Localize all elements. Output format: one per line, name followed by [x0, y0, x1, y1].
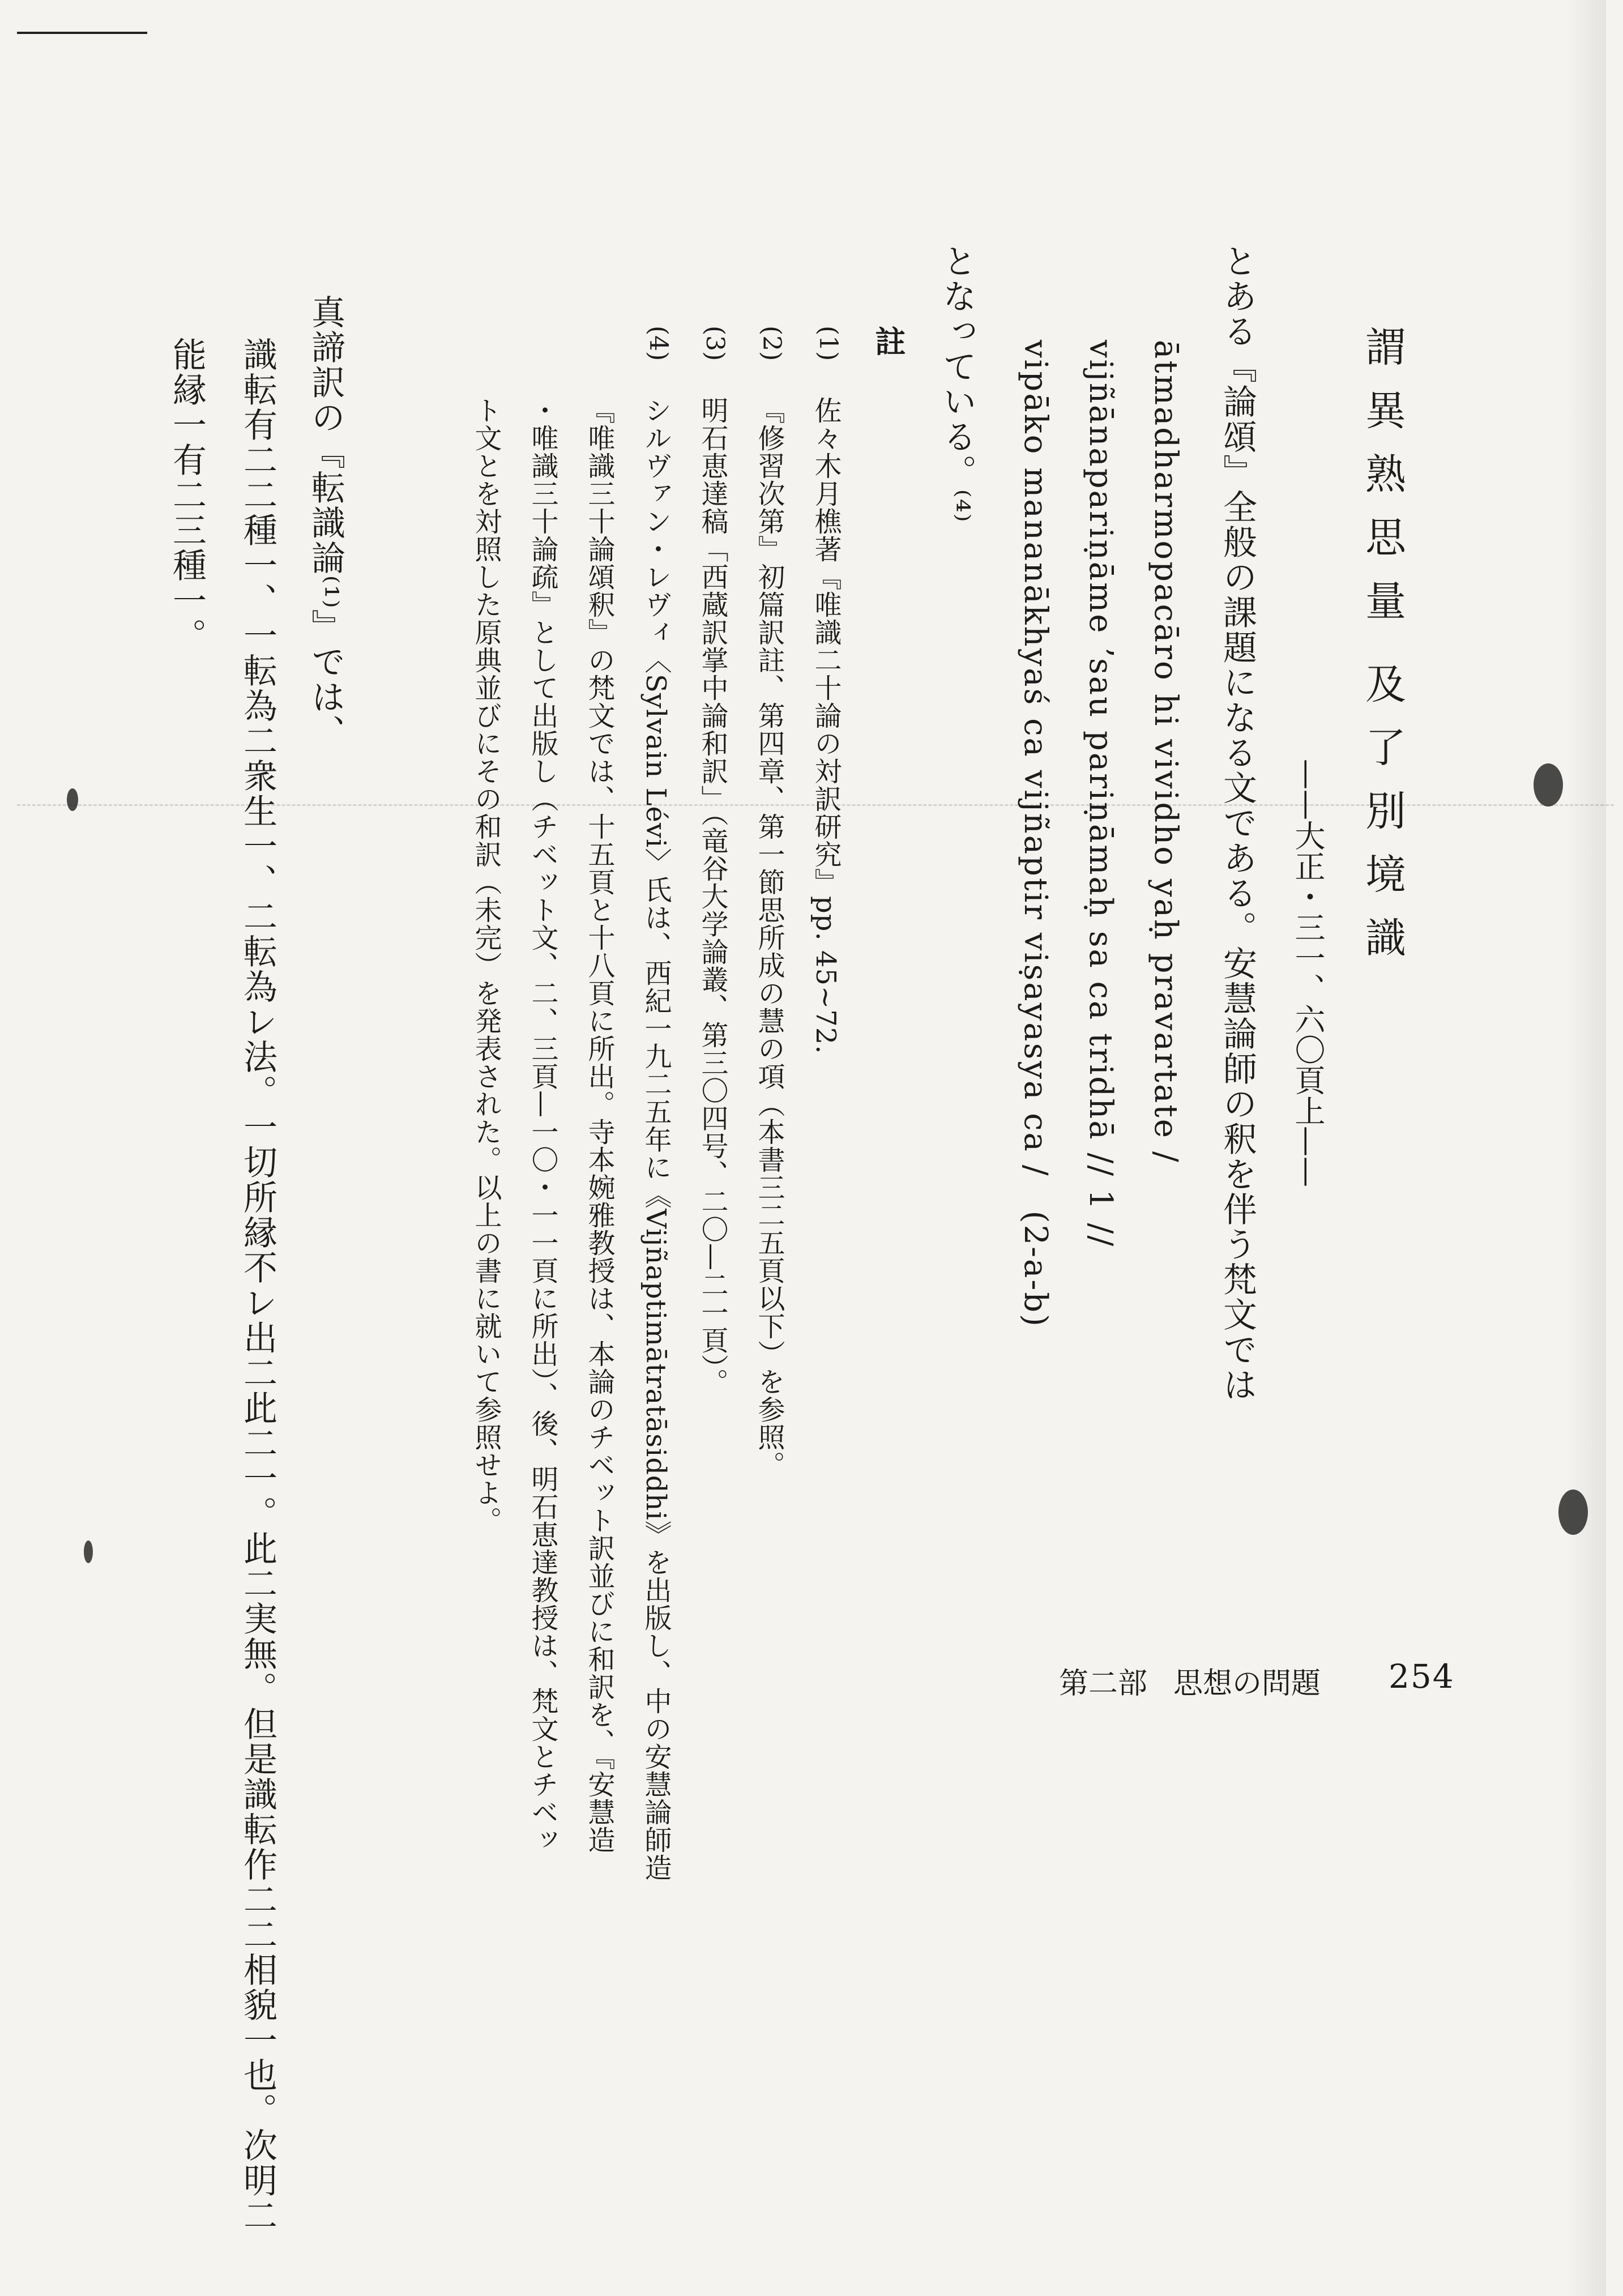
body-intro: とある『論頌』全般の課題になる文である。安慧論師の釈を伴う梵文では	[1218, 244, 1257, 1402]
note-number: (2)	[757, 326, 786, 361]
top-rule	[17, 32, 147, 34]
sanskrit-line-2: vijñānapariṇāme ʼsau pariṇāmaḥ sa ca tridhā // 1 //	[1082, 340, 1119, 1248]
note-text: 『修習次第』初篇訳註、第四章、第一節思所成の慧の項（本書三二五頁以下）を参照。	[753, 396, 785, 1479]
scan-edge-shadow	[1566, 0, 1606, 2296]
binding-hole-mark	[1558, 1490, 1588, 1535]
paramartha-text: 識転有二二種一、一転為二衆生一、二転為レ法。一切所縁不レ出二此二一。此二実無。但是識転作二二相貌一也。次明二	[238, 337, 277, 2233]
binding-hole-mark	[1534, 763, 1563, 806]
paramartha-intro: 真諦訳の『転識論⁽¹⁾』では、	[306, 295, 345, 750]
notes-heading: 註	[870, 326, 907, 356]
sanskrit-line-3: vipāko mananākhyaś ca vijñaptir viṣayasya ca / (2-a-b)	[1017, 340, 1054, 1329]
note-number: (1)	[814, 326, 843, 361]
note-continuation: 『唯識三十論頌釈』の梵文では、十五頁と十八頁に所出。寺本婉雅教授は、本論のチベット訳並びに和訳を、『安慧造	[583, 396, 615, 1854]
note-continuation: ト文とを対照した原典並びにその和訳（未完）を発表された。以上の書に就いて参照せよ。	[470, 396, 502, 1534]
verse-citation: ——大正・三一、六〇頁上——	[1290, 759, 1326, 1187]
verse-line-1: 謂異熟思量	[1359, 326, 1406, 643]
note-continuation: ・唯識三十論疏』として出版し（チベット文、二、三頁—一〇・一一頁に所出）、後、明石恵達教授は、梵文とチベッ	[527, 396, 558, 1854]
ink-speck	[67, 788, 78, 811]
body-closing: となっている。⁽⁴⁾	[937, 244, 977, 523]
note-number: (3)	[701, 326, 729, 361]
page-number: 254	[1389, 1657, 1455, 1696]
note-text: シルヴァン・レヴィ〈Sylvain Lévi〉氏は、西紀一九二五年に《Vijñaptimātratāsiddhi》を出版し、中の安慧論師造	[640, 396, 672, 1881]
paramartha-text-end: 能縁一有二三種一。	[167, 337, 207, 653]
verse-line-2: 及了別境識	[1359, 663, 1406, 980]
note-text: 明石恵達稿「西蔵訳掌中論和訳」（竜谷大学論叢、第三〇四号、二〇—二一頁）。	[697, 396, 728, 1396]
running-footer	[1059, 1659, 1321, 1702]
footer-title: 思想の問題	[1173, 1667, 1321, 1701]
ink-speck	[84, 1540, 93, 1563]
footer-section: 第二部	[1059, 1667, 1148, 1701]
note-number: (4)	[644, 326, 673, 361]
sanskrit-line-1: ātmadharmopacāro hi vividho yaḥ pravartate /	[1147, 340, 1184, 1164]
note-text: 佐々木月樵著『唯識二十論の対訳研究』pp. 45~72.	[810, 396, 842, 1055]
